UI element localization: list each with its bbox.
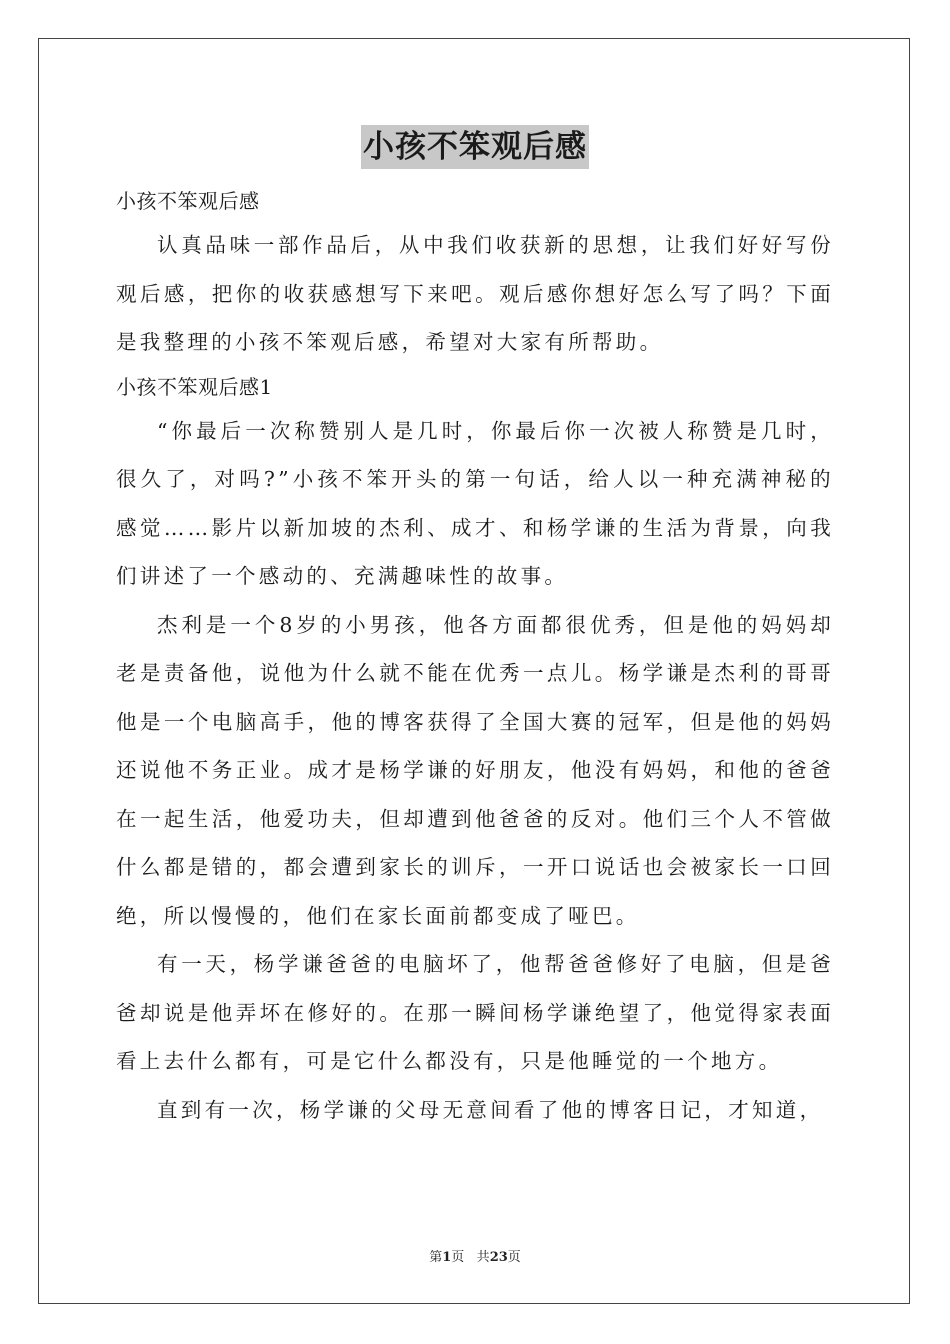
body-paragraph: “你最后一次称赞别人是几时，你最后你一次被人称赞是几时，很久了，对吗?”小孩不笨开头的第一句话，给人以一种充满神秘的感觉……影片以新加坡的杰利、成才、和杨学谦的生活为背景，向我们讲述了一个感动的、充满趣味性的故事。 [116,418,834,588]
total-pages: 23 [489,1250,508,1265]
body-paragraph: 有一天，杨学谦爸爸的电脑坏了，他帮爸爸修好了电脑，但是爸爸却说是他弄坏在修好的。在那一瞬间杨学谦绝望了，他觉得家表面看上去什么都有，可是它什么都没有，只是他睡觉的一个地方。 [116,952,834,1073]
total-suffix: 页 [507,1250,521,1265]
body-paragraph: 杰利是一个8岁的小男孩，他各方面都很优秀，但是他的妈妈却老是责备他，说他为什么就不能在优秀一点儿。杨学谦是杰利的哥哥他是一个电脑高手，他的博客获得了全国大赛的冠军，但是他的妈妈还说他不务正业。成才是杨学谦的好朋友，他没有妈妈，和他的爸爸在一起生活，他爱功夫，但却遭到他爸爸的反对。他们三个人不管做什么都是错的，都会遭到家长的训斥，一开口说话也会被家长一口回绝，所以慢慢的，他们在家长面前都变成了哑巴。 [116,612,834,928]
document-body [116,125,834,1134]
page-label-suffix: 页 [451,1250,465,1265]
intro-paragraph: 认真品味一部作品后，从中我们收获新的思想，让我们好好写份观后感，把你的收获感想写下来吧。观后感你想好怎么写了吗？下面是我整理的小孩不笨观后感，希望对大家有所帮助。 [116,233,834,354]
body-paragraph: 直到有一次，杨学谦的父母无意间看了他的博客日记，才知道， [157,1097,824,1122]
document-subtitle: 小孩不笨观后感 [116,189,260,213]
title-wrap [116,125,834,169]
total-prefix: 共 [476,1250,490,1265]
document-title: 小孩不笨观后感 [361,125,589,169]
page-label-prefix: 第 [429,1250,443,1265]
section-heading-1: 小孩不笨观后感1 [116,374,273,399]
page-number: 1 [442,1250,452,1265]
page-footer [0,1246,950,1265]
